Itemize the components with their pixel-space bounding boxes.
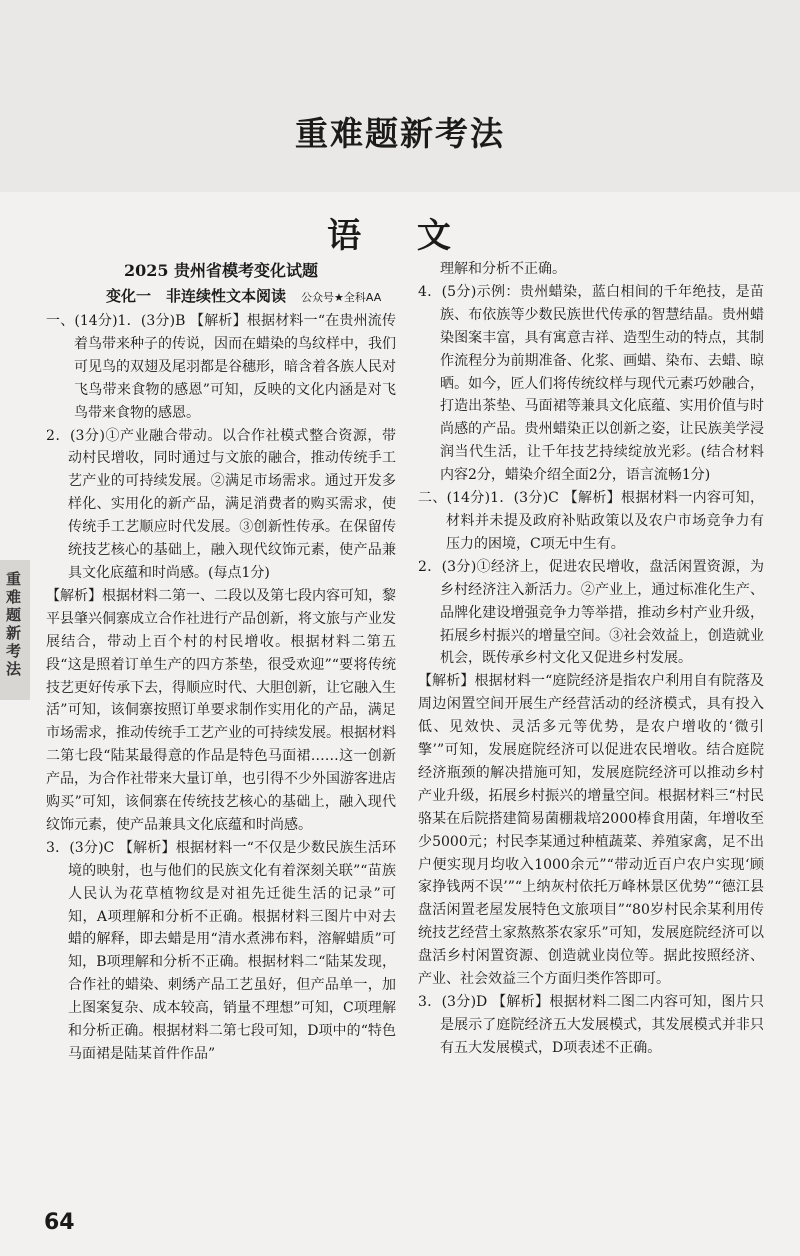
section-subtitle	[46, 284, 396, 310]
analysis-paragraph: 【解析】根据材料二第一、二段以及第七段内容可知，黎平县肇兴侗寨成立合作社进行产品创新，将文旅与产业发展结合，带动上百个村的村民增收。根据材料二第五段“这是照着订单生产的四方茶垫，很受欢迎”“要将传统技艺更好传承下去，得顺应时代、大胆创新，让它融入生活”可知，该侗寨按照订单要求制作实用化的产品，满足市场需求，推动传统手工艺产业的可持续发展。根据材料二第七段“陆某最得意的作品是特色马面裙……这一创新产品，为合作社带来大量订单，也引得不少外国游客进店购买”可知，该侗寨在传统技艺核心的基础上，融入现代纹饰元素，使产品兼具文化底蕴和时尚感。	[46, 587, 396, 833]
side-tab-label: 重难题新考法	[6, 570, 22, 678]
chapter-header	[0, 0, 800, 192]
answer-paragraph: 3．(3分)C 【解析】根据材料一“不仅是少数民族生活环境的映射，也与他们的民族文化有着深刻关联”“苗族人民认为花草植物纹是对祖先迁徙生活的记录”可知，A项理解和分析不正确。根据材料三图片中对去蜡的解释，即去蜡是用“清水煮沸布料，溶解蜡质”可知，B项理解和分析不正确。根据材料二“陆某发现，合作社的蜡染、刺绣产品工艺虽好，但产品单一，加上图案复杂、成本较高，销量不理想”可知，C项理解和分析正确。根据材料二第七段可知，D项中的“特色马面裙是陆某首件作品”	[46, 839, 396, 1062]
left-column	[46, 258, 396, 1066]
answer-paragraph: 3．(3分)D 【解析】根据材料二图二内容可知，图片只是展示了庭院经济五大发展模式，其发展模式并非只有五大发展模式，D项表述不正确。	[418, 994, 764, 1056]
section-title: 2025 贵州省模考变化试题	[123, 261, 319, 280]
answer-paragraph: 一、(14分)1．(3分)B 【解析】根据材料一“在贵州流传着鸟带来种子的传说，因而在蜡染的鸟纹样中，我们可见鸟的双翅及尾羽都是谷穗形，暗含着各族人民对飞鸟带来食物的感恩”可知，反映的文化内涵是对飞鸟带来食物的感恩。	[46, 313, 396, 421]
analysis-paragraph: 【解析】根据材料一“庭院经济是指农户利用自有院落及周边闲置空间开展生产经营活动的经济模式，具有投入低、见效快、灵活多元等优势，是农户增收的‘微引擎’”可知，发展庭院经济可以促进农民增收。结合庭院经济瓶颈的解决措施可知，发展庭院经济可以推动乡村产业升级，拓展乡村振兴的增量空间。根据材料三“村民骆某在后院搭建简易菌棚栽培2000棒食用菌，年增收至少5000元；村民李某通过种植蔬菜、养殖家禽，足不出户便实现月均收入1000余元”“带动近百户农户实现‘顾家挣钱两不误’”“上纳灰村依托万峰林景区优势”“德江县盘活闲置老屋发展特色文旅项目”“80岁村民余某利用传统技艺经营土家熬熬茶农家乐”可知，发展庭院经济可以盘活乡村闲置资源、创造就业岗位等。据此按照经济、产业、社会效益三个方面归类作答即可。	[418, 673, 764, 988]
answer-paragraph: 2．(3分)①经济上，促进农民增收，盘活闲置资源，为乡村经济注入新活力。②产业上，通过标准化生产、品牌化建设增强竞争力等举措，推动乡村产业升级，拓展乡村振兴的增量空间。③社会效益上，创造就业机会，既传承乡村文化又促进乡村发展。	[418, 558, 764, 667]
section-subtitle-text: 变化一 非连续性文本阅读	[106, 287, 287, 305]
side-tab	[0, 560, 30, 700]
continuation-line: 理解和分析不正确。	[440, 261, 566, 277]
answer-paragraph: 2．(3分)①产业融合带动。以合作社模式整合资源，带动村民增收，同时通过与文旅的融合，推动传统手工艺产业的可持续发展。②满足市场需求。通过开发多样化、实用化的新产品，满足消费者的购买需求，使传统手工艺顺应时代发展。③创新性传承。在保留传统技艺核心的基础上，融入现代纹饰元素，使产品兼具文化底蕴和时尚感。(每点1分)	[46, 427, 396, 581]
page-number: 64	[44, 1210, 75, 1235]
chapter-title: 重难题新考法	[295, 114, 505, 153]
watermark: 公众号★全科AA	[301, 291, 382, 304]
answer-paragraph: 二、(14分)1．(3分)C 【解析】根据材料一内容可知，材料并未提及政府补贴政策以及农户市场竞争力有压力的困境，C项无中生有。	[418, 490, 764, 552]
right-column	[418, 258, 764, 1060]
answer-paragraph: 4．(5分)示例：贵州蜡染，蓝白相间的千年绝技，是苗族、布依族等少数民族世代传承的智慧结晶。贵州蜡染图案丰富，具有寓意吉祥、造型生动的特点，其制作流程分为前期准备、化浆、画蜡、染布、去蜡、晾晒。如今，匠人们将传统纹样与现代元素巧妙融合，打造出茶垫、马面裙等兼具文化底蕴、实用价值与时尚感的产品。贵州蜡染正以创新之姿，让民族美学浸润当代生活，让千年技艺持续绽放光彩。(结合材料内容2分，蜡染介绍全面2分，语言流畅1分)	[418, 283, 764, 484]
subject-title: 语 文	[327, 216, 473, 256]
